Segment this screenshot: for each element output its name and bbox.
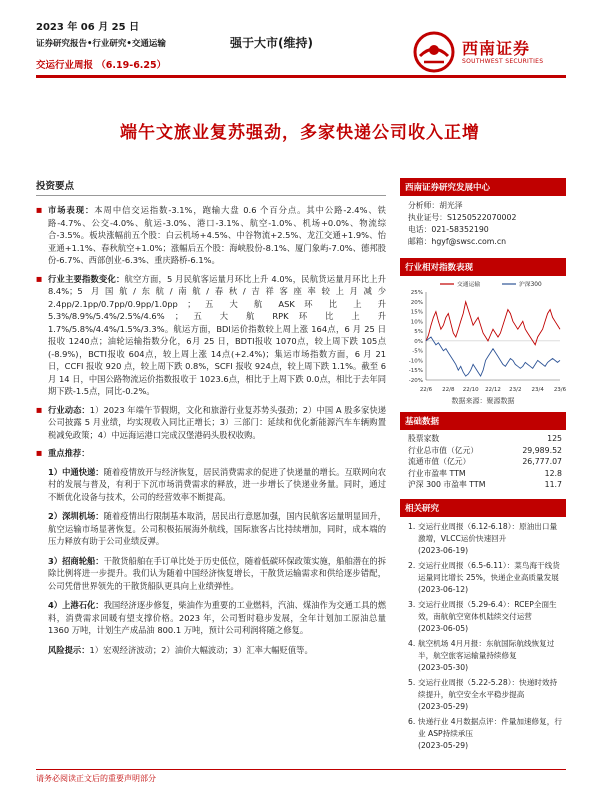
kd-key: 股票家数 [408,434,440,443]
market-performance-point [36,204,386,267]
item-date: (2023-05-29) [418,701,469,711]
recommendation-item [36,510,386,548]
item-number: 4. [408,638,416,648]
point-label: 重点推荐： [48,448,90,458]
sidebar [400,178,566,755]
rec-text: 干散货船舶在手订单比处于历史低位，随着低碳环保政策实施，船舶潜在的拆除比例将进一步提升。我们认为随着中国经济恢复增长，干散货运输需求和供给逐步错配，公司凭借世界领先的干散货船队更具向上业绩弹性。 [48,555,386,591]
y-tick-label: 10% [410,319,423,326]
x-tick-label: 23/4 [531,387,544,393]
item-date: (2023-06-05) [418,623,469,633]
related-research-box-title: 相关研究 [400,499,566,517]
related-research-item[interactable] [408,560,564,596]
x-tick-label: 22/12 [485,387,501,393]
item-number: 5. [408,677,416,687]
item-title: 交运行业周报（6.5-6.11）：菜鸟海干线货运量同比增长 25%，快递企业高质量发展 [418,560,560,582]
item-number: 6. [408,716,416,726]
chart-box-title: 行业相对指数表现 [400,258,566,276]
x-tick-label: 22/10 [462,387,479,393]
point-text: 航空方面，5 月民航客运量月环比上升 4.0%，民航货运量月环比上升 8.4%；5 月国航/东航/南航/春秋/吉祥客座率较上月减少 2.4pp/2.1pp/0.7pp/0.9pp/1.0pp ； 五 大 航 ASK 环 比 上 升 5.3%/8.9%/5.4%/2.5%/4.6% ； 五 大 航 RPK 环 比 上 升 1.7%/5.8%/4.4%/1.5%/3.3%。航运方面，BDI运价指数较上周上涨 164点，6 月 25 日报收 1240点；油轮运输指数分化，6月 25 日，BDTI报收 1070点，较上周下跌 105点(-8.9%)，BCTI报收 604点，较上周上涨 14点(+2.4%)；集运市场指数方面，6 月 21 日，CCFI 报收 920 点，较上周下跌 0.8%，SCFI 报收 924点，较上周下跌 1.1%。截至 6 月 14 日，中国公路物流运价指数报收于 1023.6点，相比于上周下跌 0.0点，相比于去年同期下跌-1.5点，同比-0.2%。 [48,273,386,396]
y-tick-label: 0% [414,338,423,345]
analyst-name: 分析师：胡光泽 [408,201,463,210]
y-tick-label: 25% [410,290,423,296]
header-divider [36,75,566,78]
footer-divider [36,769,566,770]
rec-text: 我国经济逐步修复，柴油作为重要的工业燃料，汽油、煤油作为交通工具的燃料，消费需求回暖有望支撑价格。2023 年，公司暂时稳步发展，全年计划加工原油总量 1360 万吨，计划生产成品油 800.1 万吨，预计公司利润将随之修复。 [48,600,386,635]
southwest-securities-logo [412,30,572,74]
industry-rating: 强于大市(维持) [230,36,313,50]
logo-emblem-icon [412,30,456,74]
key-data-row [400,468,566,480]
point-label: 行业主要指数变化： [48,273,125,284]
key-data-row [400,456,566,468]
kd-value: 125 [547,434,562,443]
investment-highlights [36,178,386,663]
rec-text: 随着疫情放开与经济恢复，居民消费需求的促进了快递量的增长。互联网向农村的发展与普及，有利于下沉市场消费需求的释放，进一步增长了快递业务量。同时，通过不断优化设备与技术，公司的经营效率不断提高。 [48,466,386,502]
rec-label: 1）中通快递： [48,466,104,477]
y-tick-label: -20% [408,378,423,384]
report-period: 交运行业周报 （6.19-6.25） [36,60,167,71]
legend-label: 沪深300 [519,282,542,288]
risk-label: 风险提示： [48,644,90,655]
report-date: 2023 年 06 月 25 日 [36,22,140,33]
index-changes-point [36,273,386,398]
risk-warning [36,644,386,657]
related-research-item[interactable] [408,716,564,752]
y-tick-label: 15% [410,309,423,316]
analyst-phone: 电话：021-58352190 [408,225,489,234]
analyst-box-title: 西南证券研究发展中心 [400,178,566,196]
y-tick-label: -15% [408,368,423,375]
related-research-list [400,517,566,752]
item-number: 3. [408,599,416,609]
footer-disclaimer: 请务必阅读正文后的重要声明部分 [36,774,156,783]
x-tick-label: 23/6 [553,387,566,393]
item-title: 交运行业周报（5.22-5.28）：快递时效持续提升，航空安全水平稳步提高 [418,677,558,699]
item-title: 交运行业周报（6.12-6.18）：原油出口量激增，VLCC运价快速回升 [418,521,558,543]
kd-key: 行业市盈率 TTM [408,468,466,478]
kd-key: 流通市值（亿元） [408,457,471,466]
related-research-item[interactable] [408,677,564,713]
kd-key: 行业总市值（亿元） [408,445,479,455]
legend-label: 交通运输 [457,282,481,288]
x-tick-label: 22/6 [419,387,433,393]
section-heading: 投资要点 [36,178,386,196]
rec-label: 4）上港石化： [48,600,104,610]
item-title: 航空机场 4月月报：东航国际航线恢复过半，航空旅客运输量持续修复 [418,638,555,660]
item-number: 1. [408,521,416,531]
item-number: 2. [408,560,416,570]
series-line-hs300 [426,337,560,376]
key-recommendations-point [36,447,386,460]
logo-text: 西南证券 [462,39,531,58]
item-date: (2023-05-29) [418,740,469,750]
item-title: 快递行业 4月数据点评：件量加速修复，行业 ASP持续承压 [418,716,562,738]
y-tick-label: -10% [408,358,423,365]
item-date: (2023-05-30) [418,662,469,672]
rec-text: 随着疫情出行限制基本取消，居民出行意愿加强，国内民航客运量明显回升，航空运输市场显著恢复。公司积极拓展海外航线，国际旅客占比持续增加，同时，成本端的压力释放有助于公司业绩反弹。 [48,511,386,546]
key-data-box-title: 基础数据 [400,412,566,430]
analyst-license: 执业证号：S1250522070002 [408,213,517,222]
kd-key: 沪深 300 市盈率 TTM [408,480,486,489]
related-research-item[interactable] [408,521,564,557]
kd-value: 26,777.07 [522,457,562,466]
series-line-transport [426,302,560,345]
x-tick-label: 23/2 [509,387,522,393]
key-data-table [400,433,566,491]
y-tick-label: 5% [414,329,423,336]
relative-index-chart [400,276,566,396]
point-text: 1）2023 年端午节假期，文化和旅游行业复苏势头强劲；2）中国 A 股多家快递公司披露 5 月业绩，均实现收入同比正增长；3）三部门：延续和优化新能源汽车车辆购置税减免政策；4）中远海运港口完成汉堡港码头股权收购。 [48,404,386,440]
risk-text: 1）宏观经济波动；2）油价大幅波动；3）汇率大幅贬值等。 [89,644,313,655]
industry-news-point [36,404,386,442]
item-title: 交运行业周报（5.29-6.4）：RCEP全面生效，南航航空宽体机陆续交付运营 [418,599,557,621]
report-category: 证券研究报告•行业研究•交通运输 [36,39,166,49]
y-tick-label: -5% [412,348,423,355]
kd-value: 29,989.52 [522,445,562,455]
chart-source: 数据来源：聚源数据 [451,397,515,405]
analyst-email[interactable]: 邮箱：hgyf@swsc.com.cn [408,237,507,246]
item-date: (2023-06-12) [418,584,469,594]
related-research-item[interactable] [408,599,564,635]
rec-label: 2）深圳机场： [48,511,104,521]
point-label: 市场表现： [48,205,95,215]
recommendation-item [36,599,386,637]
recommendation-item [36,555,386,593]
recommendation-item [36,466,386,504]
x-tick-label: 22/8 [442,387,455,393]
point-text: 本周中信交运指数-3.1%，跑输大盘 0.6 个百分点。其中公路-2.4%、铁路-4.7%、公交-4.0%、航运-3.0%、港口-3.1%、航空-1.0%、机场+0.0%、物流综合-3.5%。板块涨幅前五个股：白云机场+4.5%、中谷物流+2.5%、龙江交通+1.9%、怡亚通+1.1%、春秋航空+1.0%；涨幅后五个股：海峡股份-8.1%、厦门象屿-7.0%、德邦股份-6.7%、西部创业-6.3%、重庆路桥-6.1%。 [48,205,386,265]
item-date: (2023-06-19) [418,545,469,555]
kd-value: 12.8 [544,468,562,478]
key-data-row [400,433,566,445]
kd-value: 11.7 [544,480,562,489]
rec-label: 3）招商轮船： [48,555,104,566]
key-data-row [400,479,566,491]
y-tick-label: 20% [410,299,423,306]
logo-english-text: SOUTHWEST SECURITIES [462,58,544,65]
chart-svg [400,276,566,396]
analyst-info [400,196,566,254]
report-title: 端午文旅业复苏强劲，多家快递公司收入正增 [120,123,480,143]
point-label: 行业动态： [48,404,90,415]
related-research-item[interactable] [408,638,564,674]
key-data-row [400,445,566,457]
